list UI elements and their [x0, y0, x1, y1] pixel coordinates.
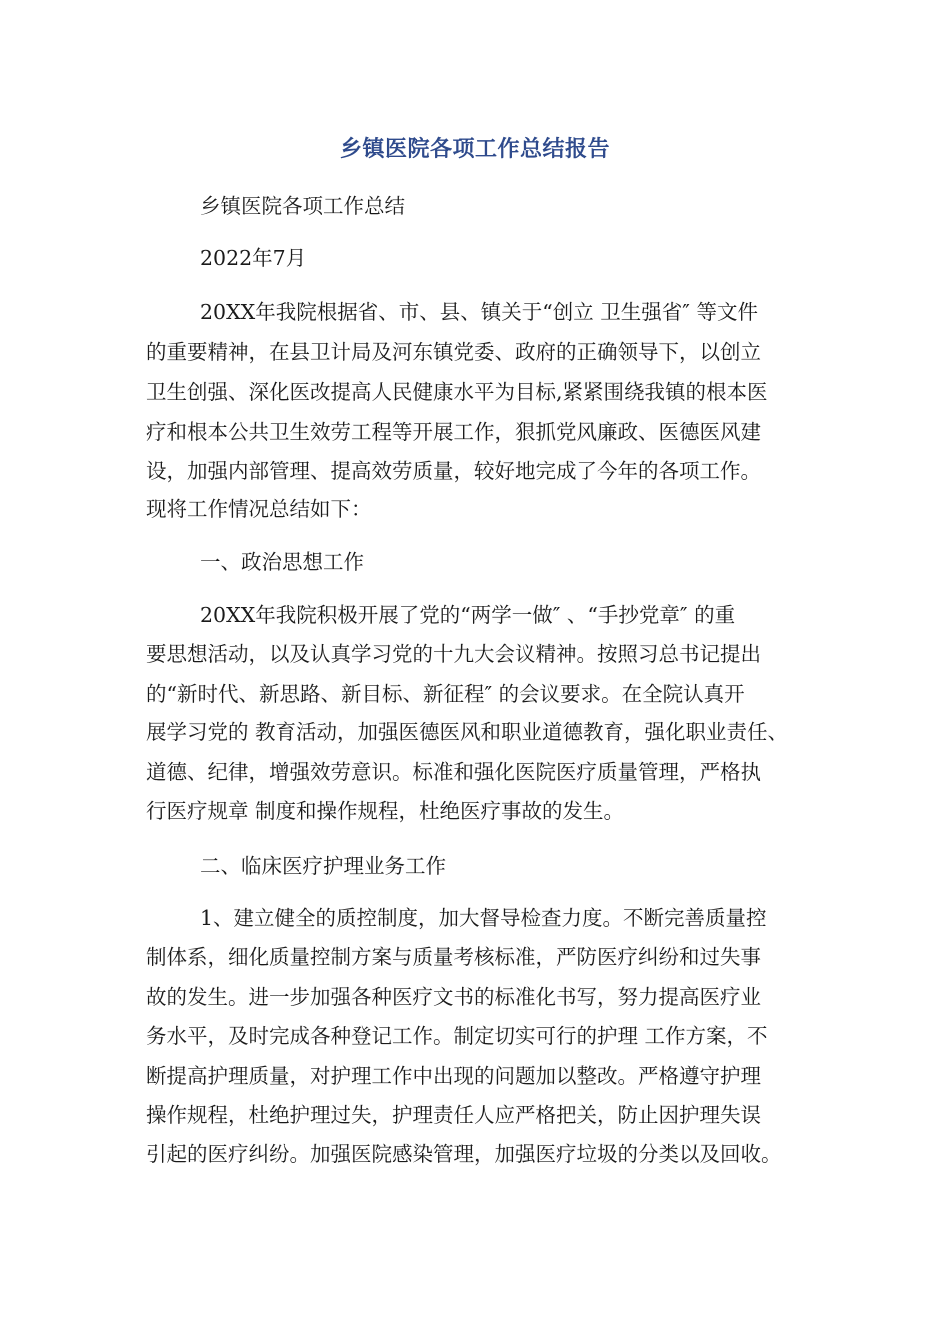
paragraph-1-line-4: 疗和根本公共卫生效劳工程等开展工作，狠抓党风廉政、医德医风建 — [146, 420, 761, 444]
paragraph-3-line-7: 引起的医疗纠纷。加强医院感染管理，加强医疗垃圾的分类以及回收。 — [146, 1142, 782, 1166]
paragraph-2-line-1: 20XX年我院积极开展了党的“两学一做″ 、“手抄党章″ 的重 — [200, 603, 736, 627]
paragraph-2-line-4: 展学习党的 教育活动，加强医德医风和职业道德教育，强化职业责任、 — [146, 720, 789, 744]
paragraph-3-line-6: 操作规程，杜绝护理过失，护理责任人应严格把关，防止因护理失误 — [146, 1103, 761, 1127]
document-title: 乡镇医院各项工作总结报告 — [339, 137, 610, 162]
paragraph-2-line-3: 的“新时代、新思路、新目标、新征程″ 的会议要求。在全院认真开 — [146, 682, 745, 706]
paragraph-2-line-6: 行医疗规章 制度和操作规程，杜绝医疗事故的发生。 — [146, 799, 625, 823]
paragraph-2-line-2: 要思想活动，以及认真学习党的十九大会议精神。按照习总书记提出 — [146, 642, 761, 666]
paragraph-3-line-3: 故的发生。进一步加强各种医疗文书的标准化书写，努力提高医疗业 — [146, 985, 761, 1009]
date-line: 2022年7月 — [200, 246, 307, 270]
paragraph-1-line-1: 20XX年我院根据省、市、县、镇关于“创立 卫生强省″ 等文件 — [200, 300, 758, 324]
paragraph-1-line-3: 卫生创强、深化医改提高人民健康水平为目标,紧紧围绕我镇的根本医 — [146, 380, 768, 404]
subtitle-line: 乡镇医院各项工作总结 — [200, 194, 405, 218]
section-heading-1: 一、政治思想工作 — [200, 550, 364, 574]
section-heading-2: 二、临床医疗护理业务工作 — [200, 854, 446, 878]
paragraph-3-line-1: 1、建立健全的质控制度，加大督导检查力度。不断完善质量控 — [200, 906, 767, 930]
paragraph-3-line-4: 务水平，及时完成各种登记工作。制定切实可行的护理 工作方案，不 — [146, 1024, 768, 1048]
paragraph-1-line-6: 现将工作情况总结如下： — [146, 497, 372, 521]
paragraph-1-line-5: 设，加强内部管理、提高效劳质量，较好地完成了今年的各项工作。 — [146, 459, 761, 483]
paragraph-3-line-2: 制体系，细化质量控制方案与质量考核标准，严防医疗纠纷和过失事 — [146, 945, 761, 969]
paragraph-1-line-2: 的重要精神，在县卫计局及河东镇党委、政府的正确领导下，以创立 — [146, 340, 761, 364]
paragraph-3-line-5: 断提高护理质量，对护理工作中出现的问题加以整改。严格遵守护理 — [146, 1064, 761, 1088]
paragraph-2-line-5: 道德、纪律，增强效劳意识。标准和强化医院医疗质量管理，严格执 — [146, 760, 761, 784]
